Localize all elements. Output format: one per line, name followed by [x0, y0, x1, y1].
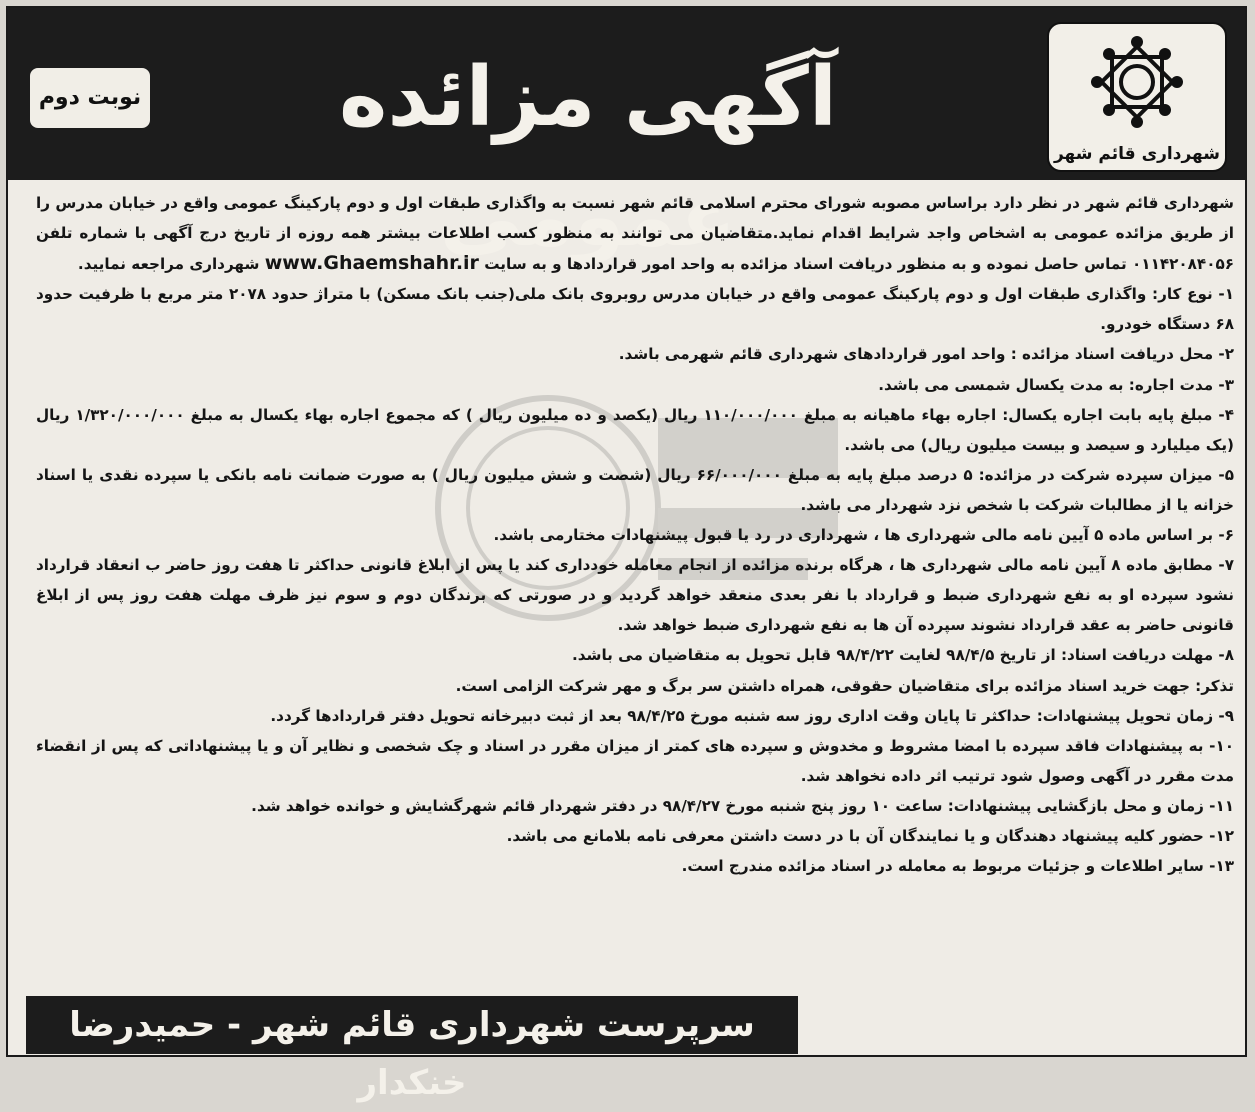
signature-bar: سرپرست شهرداری قائم شهر - حمیدرضا خنکدار — [26, 996, 798, 1054]
note-item: تذکر: جهت خرید اسناد مزائده برای متقاضیان حقوقی، همراه داشتن سر برگ و مهر شرکت الزامی است. — [455, 676, 1234, 695]
list-item: ۶- بر اساس ماده ۵ آیین نامه مالی شهرداری ها ، شهرداری در رد یا قبول پیشنهادات مختارمی باشد. — [493, 526, 1234, 545]
list-item: ۱۱- زمان و محل بازگشایی پیشنهادات: ساعت ۱۰ روز پنج شنبه مورخ ۹۸/۴/۲۷ در دفتر شهردار قائم شهرگشایش و خوانده خواهد شد. — [251, 796, 1234, 815]
municipality-logo — [1047, 22, 1227, 172]
list-item: ۱۰- به پیشنهادات فاقد سپرده با امضا مشروط و مخدوش و سپرده های کمتر از میزان مقرر در اسناد و چک شخصی و نظایر آن و یا پیشنهاداتی که پس از انقضاء مدت مقرر در آگهی وصول شود ترتیب اثر داده نخواهد شد. — [36, 736, 1234, 785]
municipality-emblem-icon — [1087, 32, 1187, 132]
list-item: ۹- زمان تحویل پیشنهادات: حداکثر تا پایان وقت اداری روز سه شنبه مورخ ۹۸/۴/۲۵ بعد از ثبت دبیرخانه تحویل دفتر قراردادها گردد. — [270, 706, 1234, 725]
list-item: ۴- مبلغ پایه بابت اجاره یکسال: اجاره بهاء ماهیانه به مبلغ ۱۱۰/۰۰۰/۰۰۰ ریال (یکصد و ده میلیون ریال ) که مجموع اجاره بهاء یکسال به مبلغ ۱/۳۲۰/۰۰۰/۰۰۰ ریال (یک میلیارد و سیصد و بیست میلیون ریال) می باشد. — [36, 405, 1234, 454]
intro-text-end: شهرداری مراجعه نمایید. — [77, 255, 260, 274]
list-item: ۱۲- حضور کلیه پیشنهاد دهندگان و یا نمایندگان آن با در دست داشتن معرفی نامه بلامانع می باشد. — [506, 826, 1234, 845]
intro-paragraph — [36, 188, 1234, 279]
list-item: ۳- مدت اجاره: به مدت یکسال شمسی می باشد. — [878, 375, 1234, 394]
page-title: آگهی مزائده عمومی — [339, 50, 837, 265]
list-item: ۷- مطابق ماده ۸ آیین نامه مالی شهرداری ها ، هرگاه برنده مزائده از انجام معامله خودداری کند یا پس از ابلاغ قانونی حداکثر تا هفت روز حاضر ب انعقاد قرارداد نشود سپرده او به نفع شهرداری ضبط و قرارداد با نفر بعدی منعقد خواهد گردید و در صورتی که برندگان دوم و سوم نیز ظرف مهلت هفت روز پس از ابلاغ قانونی حاضر به عقد قرارداد نشوند سپرده آن ها به نفع شهرداری ضبط خواهد شد. — [36, 556, 1234, 635]
list-item: ۲- محل دریافت اسناد مزائده : واحد امور قراردادهای شهرداری قائم شهرمی باشد. — [618, 345, 1234, 364]
list-item: ۱- نوع کار: واگذاری طبقات اول و دوم پارکینگ عمومی واقع در خیابان مدرس روبروی بانک ملی(جنب بانک مسکن) با متراژ حدود ۲۰۷۸ متر مربع با ظرفیت حدود ۶۸ دستگاه خودرو. — [36, 285, 1234, 334]
list-item: ۵- میزان سپرده شرکت در مزائده: ۵ درصد مبلغ پایه به مبلغ ۶۶/۰۰۰/۰۰۰ ریال (شصت و شش میلیون ریال ) به صورت ضمانت نامه بانکی یا سپرده نقدی یا اسناد خزانه یا از مطالبات شرکت با شخص نزد شهردار می باشد. — [36, 465, 1235, 514]
intro-text: شهرداری قائم شهر در نظر دارد براساس مصوبه شورای محترم اسلامی قائم شهر نسبت به واگذاری طبقات اول و دوم پارکینگ عمومی واقع در خیابان مدرس را از طریق مزائده عمومی به اشخاص واجد شرایط اقدام نماید.متقاضیان می توانند به منظور کسب اطلاعات بیشتر همه روزه از تاریخ درج آگهی با شماره تلفن ۰۱۱۴۲۰۸۴۰۵۶ تماس حاصل نموده و به منظور دریافت اسناد مزائده به واحد امور قراردادها و به سایت — [36, 194, 1234, 274]
announcement-body — [36, 188, 1234, 881]
website-link[interactable]: www.Ghaemshahr.ir — [264, 252, 479, 275]
list-item: ۱۳- سایر اطلاعات و جزئیات مربوط به معامله در اسناد مزائده مندرج است. — [681, 857, 1234, 876]
logo-caption: شهرداری قائم شهر — [1053, 144, 1220, 164]
edition-badge: نوبت دوم — [30, 68, 150, 128]
list-item: ۸- مهلت دریافت اسناد: از تاریخ ۹۸/۴/۵ لغایت ۹۸/۴/۲۲ قابل تحویل به متقاضیان می باشد. — [571, 646, 1234, 665]
advertisement-page — [6, 6, 1247, 1103]
